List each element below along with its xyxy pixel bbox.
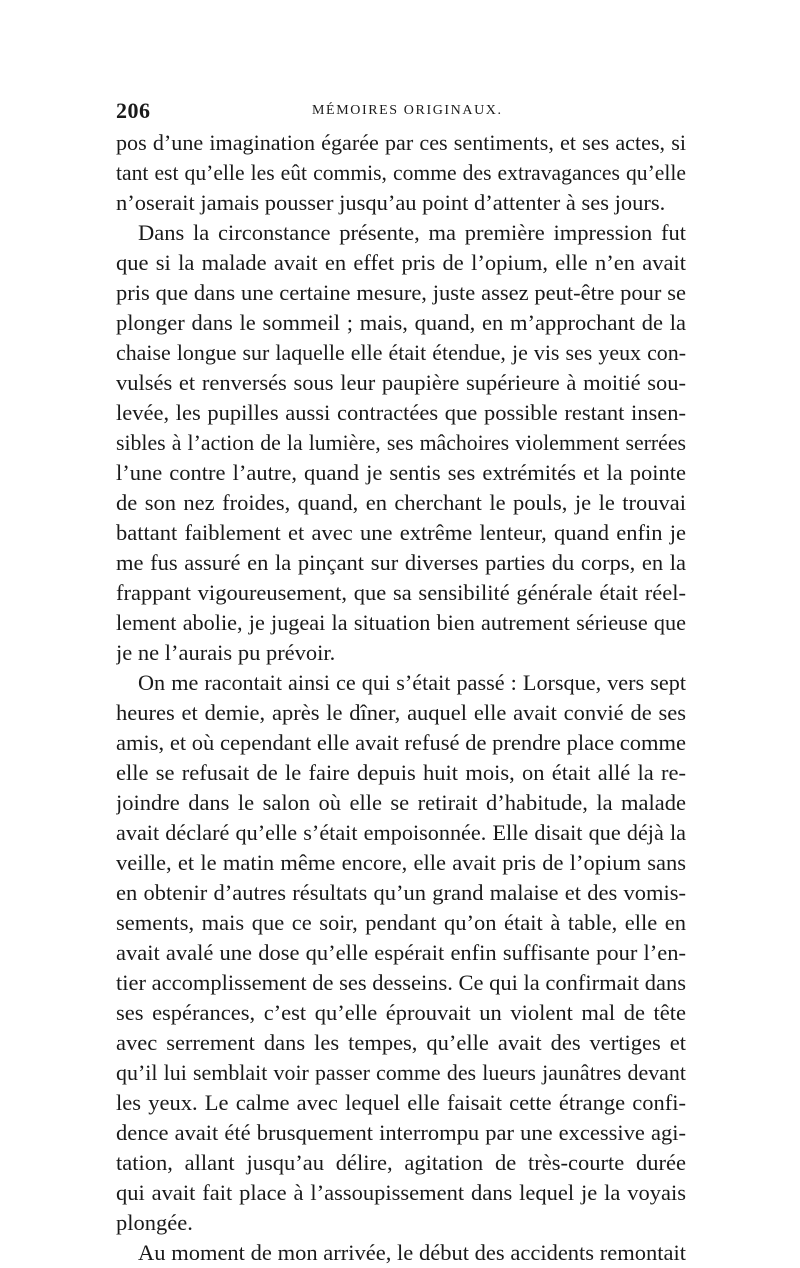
text-line: tier accomplissement de ses desseins. Ce qui la confirmait dans bbox=[116, 970, 686, 995]
text-line: sements, mais que ce soir, pendant qu’on était à table, elle en bbox=[116, 910, 686, 935]
text-line: vulsés et renversés sous leur paupière supérieure à moitié sou- bbox=[116, 370, 686, 395]
text-line: tation, allant jusqu’au délire, agitation de très-courte durée bbox=[116, 1150, 686, 1175]
text-line: qui avait fait place à l’assoupissement dans lequel je la voyais bbox=[116, 1180, 686, 1205]
text-line: me fus assuré en la pinçant sur diverses parties du corps, en la bbox=[116, 550, 686, 575]
text-line: l’une contre l’autre, quand je sentis ses extrémités et la pointe bbox=[116, 460, 686, 485]
text-line: je ne l’aurais pu prévoir. bbox=[116, 640, 336, 665]
text-line: ses espérances, c’est qu’elle éprouvait un violent mal de tête bbox=[116, 1000, 686, 1025]
text-line: que si la malade avait en effet pris de l’opium, elle n’en avait bbox=[116, 250, 686, 275]
text-line: dence avait été brusquement interrompu par une excessive agi- bbox=[116, 1120, 686, 1145]
text-line: plonger dans le sommeil ; mais, quand, en m’approchant de la bbox=[116, 310, 686, 335]
page-number: 206 bbox=[116, 98, 151, 123]
text-line: les yeux. Le calme avec lequel elle faisait cette étrange confi- bbox=[116, 1090, 686, 1115]
text-line: chaise longue sur laquelle elle était étendue, je vis ses yeux con- bbox=[116, 340, 686, 365]
text-line: amis, et où cependant elle avait refusé de prendre place comme bbox=[116, 730, 686, 755]
text-line: On me racontait ainsi ce qui s’était passé : Lorsque, vers sept bbox=[138, 670, 686, 695]
text-line: de son nez froides, quand, en cherchant le pouls, je le trouvai bbox=[116, 490, 686, 515]
text-line: joindre dans le salon où elle se retirait d’habitude, la malade bbox=[116, 790, 686, 815]
text-line: n’oserait jamais pousser jusqu’au point d’attenter à ses jours. bbox=[116, 190, 666, 215]
text-line: Au moment de mon arrivée, le début des accidents remontait bbox=[138, 1240, 686, 1265]
text-line: elle se refusait de le faire depuis huit mois, on était allé la re- bbox=[116, 760, 686, 785]
text-line: Dans la circonstance présente, ma première impression fut bbox=[138, 220, 686, 245]
text-line: veille, et le matin même encore, elle avait pris de l’opium sans bbox=[116, 850, 686, 875]
body-text bbox=[116, 128, 686, 1268]
text-line: sibles à l’action de la lumière, ses mâchoires violemment serrées bbox=[116, 431, 686, 455]
text-line: pris que dans une certaine mesure, juste assez peut-être pour se bbox=[116, 280, 686, 305]
text-line: avait avalé une dose qu’elle espérait enfin suffisante pour l’en- bbox=[116, 940, 686, 965]
page-header bbox=[116, 98, 686, 124]
text-line: lement abolie, je jugeai la situation bien autrement sérieuse que bbox=[116, 610, 686, 635]
text-line: tant est qu’elle les eût commis, comme des extravagances qu’elle bbox=[116, 161, 686, 185]
text-line: heures et demie, après le dîner, auquel elle avait convié de ses bbox=[116, 700, 686, 725]
text-line: en obtenir d’autres résultats qu’un grand malaise et des vomis- bbox=[116, 880, 686, 905]
text-line: qu’il lui semblait voir passer comme des lueurs jaunâtres devant bbox=[116, 1060, 686, 1085]
text-line: avec serrement dans les tempes, qu’elle avait des vertiges et bbox=[116, 1030, 686, 1055]
text-line: plongée. bbox=[116, 1210, 193, 1235]
running-title: MÉMOIRES ORIGINAUX. bbox=[312, 103, 503, 118]
text-line: battant faiblement et avec une extrême lenteur, quand enfin je bbox=[116, 520, 686, 545]
text-line: levée, les pupilles aussi contractées que possible restant insen- bbox=[116, 400, 686, 425]
text-line: pos d’une imagination égarée par ces sentiments, et ses actes, si bbox=[116, 130, 686, 155]
text-line: avait déclaré qu’elle s’était empoisonnée. Elle disait que déjà la bbox=[116, 820, 686, 845]
text-line: frappant vigoureusement, que sa sensibilité générale était réel- bbox=[116, 580, 686, 605]
